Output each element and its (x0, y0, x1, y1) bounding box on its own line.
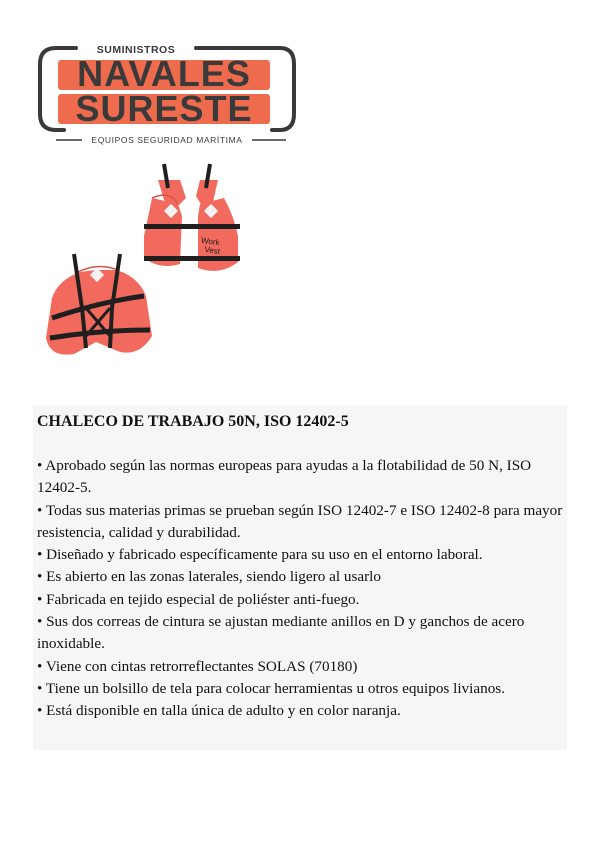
logo-line-navales: NAVALES (77, 53, 251, 94)
feature-item: • Todas sus materias primas se prueban según ISO 12402-7 e ISO 12402-8 para mayor resistencia, calidad y durabilidad. (37, 501, 563, 541)
feature-list (37, 455, 565, 723)
logo-top-text: SUMINISTROS (96, 44, 176, 56)
brand-logo (36, 42, 298, 147)
product-spec (33, 405, 567, 750)
vest-label-work: Work (200, 235, 221, 248)
feature-item: • Es abierto en las zonas laterales, siendo ligero al usarlo (37, 568, 381, 586)
vest-label-vest: Vest (204, 244, 221, 257)
feature-item: • Fabricada en tejido especial de poliéster anti-fuego. (37, 590, 360, 608)
product-title: CHALECO DE TRABAJO 50N, ISO 12402-5 (37, 413, 349, 430)
logo-line-sureste: SURESTE (75, 88, 253, 129)
vest-front-illustration (144, 164, 240, 271)
feature-item: • Sus dos correas de cintura se ajustan mediante anillos en D y ganchos de acero inoxidable. (37, 613, 525, 653)
feature-item: • Diseñado y fabricado específicamente para su uso en el entorno laboral. (37, 546, 483, 564)
feature-item: • Aprobado según las normas europeas para ayudas a la flotabilidad de 50 N, ISO 12402-5. (37, 457, 532, 497)
logo-tagline: EQUIPOS SEGURIDAD MARÍTIMA (91, 135, 243, 145)
feature-item: • Está disponible en talla única de adulto y en color naranja. (37, 702, 401, 720)
product-image (40, 158, 250, 368)
feature-item: • Viene con cintas retrorreflectantes SOLAS (70180) (37, 657, 358, 675)
feature-item: • Tiene un bolsillo de tela para colocar herramientas u otros equipos livianos. (37, 679, 506, 697)
vest-back-illustration (46, 254, 152, 355)
